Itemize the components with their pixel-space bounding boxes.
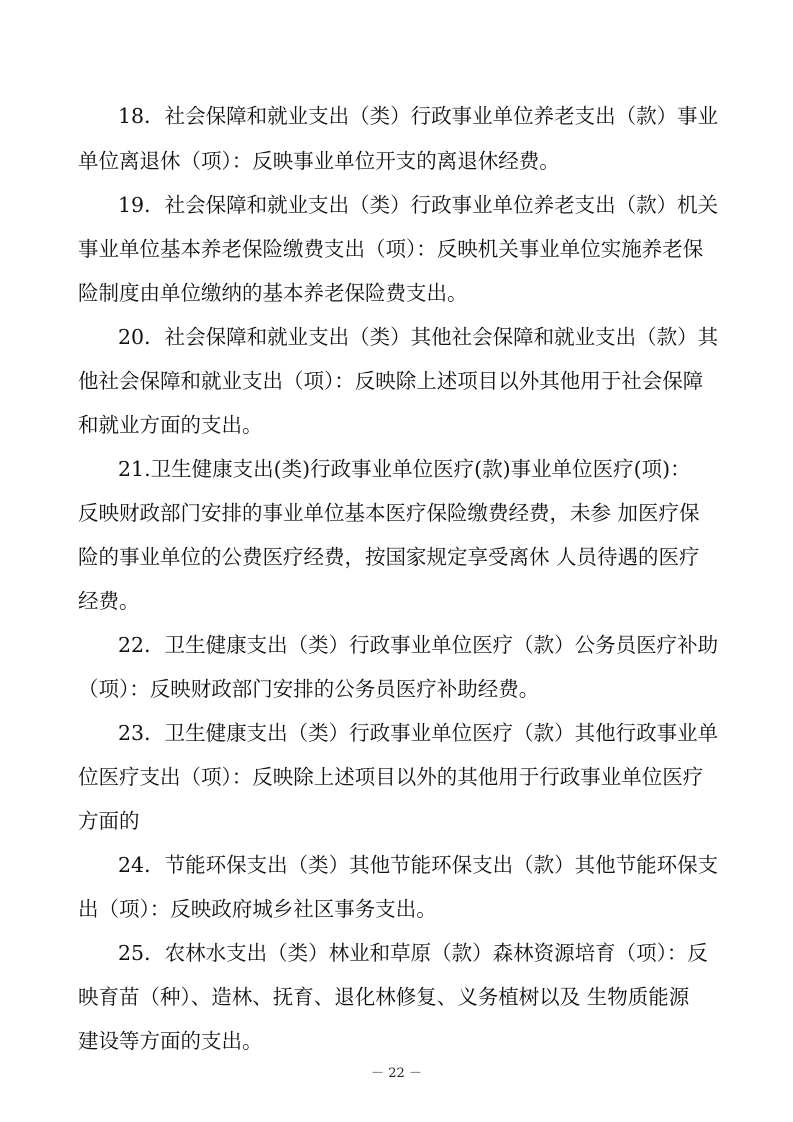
item-25-line-2: 映育苗（种）、造林、抚育、退化林修复、义务植树以及 生物质能源	[78, 985, 690, 1009]
item-21-line-4: 经费。	[78, 589, 140, 613]
item-20-line-2: 他社会保障和就业支出（项）：反映除上述项目以外其他用于社会保障	[78, 369, 704, 393]
item-19-line-3: 险制度由单位缴纳的基本养老保险费支出。	[78, 281, 468, 305]
item-23-line-2: 位医疗支出（项）：反映除上述项目以外的其他用于行政事业单位医疗	[78, 765, 704, 789]
item-24-line-1: 24．节能环保支出（类）其他节能环保支出（款）其他节能环保支	[118, 853, 719, 877]
item-18-line-1: 18．社会保障和就业支出（类）行政事业单位养老支出（款）事业	[118, 104, 719, 128]
item-23-line-3: 方面的	[78, 809, 140, 833]
item-24-line-2: 出（项）：反映政府城乡社区事务支出。	[78, 897, 437, 921]
item-22-line-1: 22．卫生健康支出（类）行政事业单位医疗（款）公务员医疗补助	[118, 633, 719, 657]
item-20-line-3: 和就业方面的支出。	[78, 413, 263, 437]
item-21-line-2: 反映财政部门安排的事业单位基本医疗保险缴费经费，未参 加医疗保	[78, 501, 700, 525]
item-18-line-2: 单位离退休（项）：反映事业单位开支的离退休经费。	[78, 149, 560, 173]
item-22-line-2: （项）：反映财政部门安排的公务员医疗补助经费。	[78, 677, 540, 701]
page-number: － 22 －	[371, 1066, 422, 1081]
item-20-line-1: 20．社会保障和就业支出（类）其他社会保障和就业支出（款）其	[118, 325, 719, 349]
item-21-line-1: 21.卫生健康支出(类)行政事业单位医疗(款)事业单位医疗(项)：	[118, 457, 691, 481]
item-21-line-3: 险的事业单位的公费医疗经费，按国家规定享受离休 人员待遇的医疗	[78, 545, 700, 569]
item-23-line-1: 23．卫生健康支出（类）行政事业单位医疗（款）其他行政事业单	[118, 721, 719, 745]
item-25-line-1: 25．农林水支出（类）林业和草原（款）森林资源培育（项）：反	[118, 941, 708, 965]
item-19-line-1: 19．社会保障和就业支出（类）行政事业单位养老支出（款）机关	[118, 193, 719, 217]
item-19-line-2: 事业单位基本养老保险缴费支出（项）：反映机关事业单位实施养老保	[78, 237, 704, 261]
item-25-line-3: 建设等方面的支出。	[78, 1029, 263, 1053]
